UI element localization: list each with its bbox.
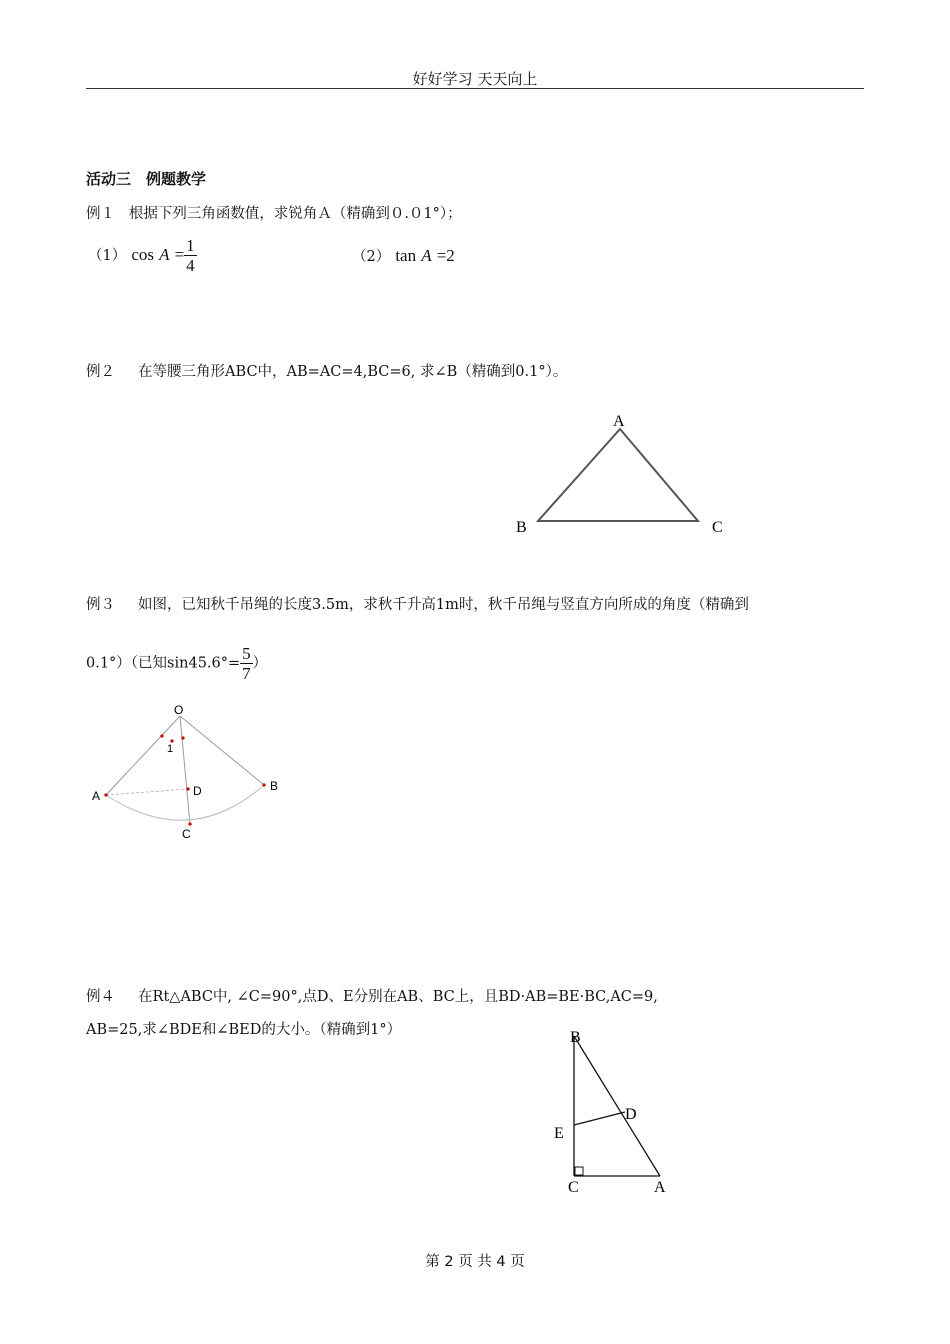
triangle-vertex-a: A — [613, 413, 625, 430]
page-header-title: 好好学习 天天向上 — [412, 70, 538, 88]
example1-text: 根据下列三角函数值，求锐角Ａ（精确到０.０1°）； — [128, 206, 462, 222]
page-footer: 第 2 页 共 4 页 — [425, 1254, 525, 1270]
example3-text2-prefix: 0.1°）（已知sin45.6°= — [86, 655, 241, 672]
segment-de — [574, 1112, 625, 1125]
right-angle-marker — [575, 1167, 583, 1175]
triangle-vertex-b: B — [516, 519, 527, 536]
part2-var: A — [421, 246, 432, 265]
part2-rhs: 2 — [446, 246, 455, 265]
part1-func: cos — [131, 245, 154, 264]
swing-label-b: B — [270, 779, 279, 793]
section-title: 活动三 例题教学 — [86, 170, 207, 188]
part2-func: tan — [395, 246, 417, 265]
swing-label-angle: 1 — [167, 743, 174, 755]
rt-label-e: E — [554, 1125, 564, 1142]
example3-frac-denominator: 7 — [242, 664, 251, 683]
side-ab — [574, 1036, 660, 1176]
swing-label-o: O — [174, 703, 184, 717]
example2-text: 在等腰三角形ABC中，AB=AC=4,BC=6, 求∠B（精确到0.1°）。 — [138, 364, 568, 380]
part1-eq: = — [174, 245, 185, 264]
swing-label-a: A — [92, 789, 101, 803]
part1-denominator: 4 — [186, 256, 195, 275]
example4-text2: AB=25,求∠BDE和∠BED的大小。（精确到1°） — [86, 1022, 402, 1038]
part2-label: （2） — [352, 249, 391, 265]
rt-label-c: C — [568, 1179, 579, 1196]
part2-eq: = — [436, 246, 447, 265]
part1-var: A — [159, 245, 170, 264]
example4-text: 在Rt△ABC中, ∠C=90°,点D、E分别在AB、BC上，且BD·AB=BE·BC,AC=9, — [138, 989, 658, 1005]
example3-label: 例３ — [86, 597, 115, 613]
example3-text2-suffix: ） — [252, 655, 268, 672]
example4-label: 例４ — [86, 989, 115, 1005]
rt-label-b: B — [570, 1029, 581, 1046]
swing-label-d: D — [193, 784, 202, 798]
example1-label: 例１ — [86, 206, 115, 222]
example3-text: 如图，已知秋千吊绳的长度3.5m，求秋千升高1m时，秋千吊绳与竖直方向所成的角度（精确到 — [138, 597, 749, 613]
example3-frac-numerator: 5 — [242, 644, 251, 663]
part1-label: （1） — [88, 248, 127, 264]
part1-numerator: 1 — [186, 236, 195, 255]
example2-label: 例２ — [86, 364, 115, 380]
rt-label-a: A — [654, 1179, 666, 1196]
triangle-vertex-c: C — [712, 519, 723, 536]
swing-label-c: C — [182, 827, 191, 841]
rt-label-d: D — [625, 1106, 637, 1123]
